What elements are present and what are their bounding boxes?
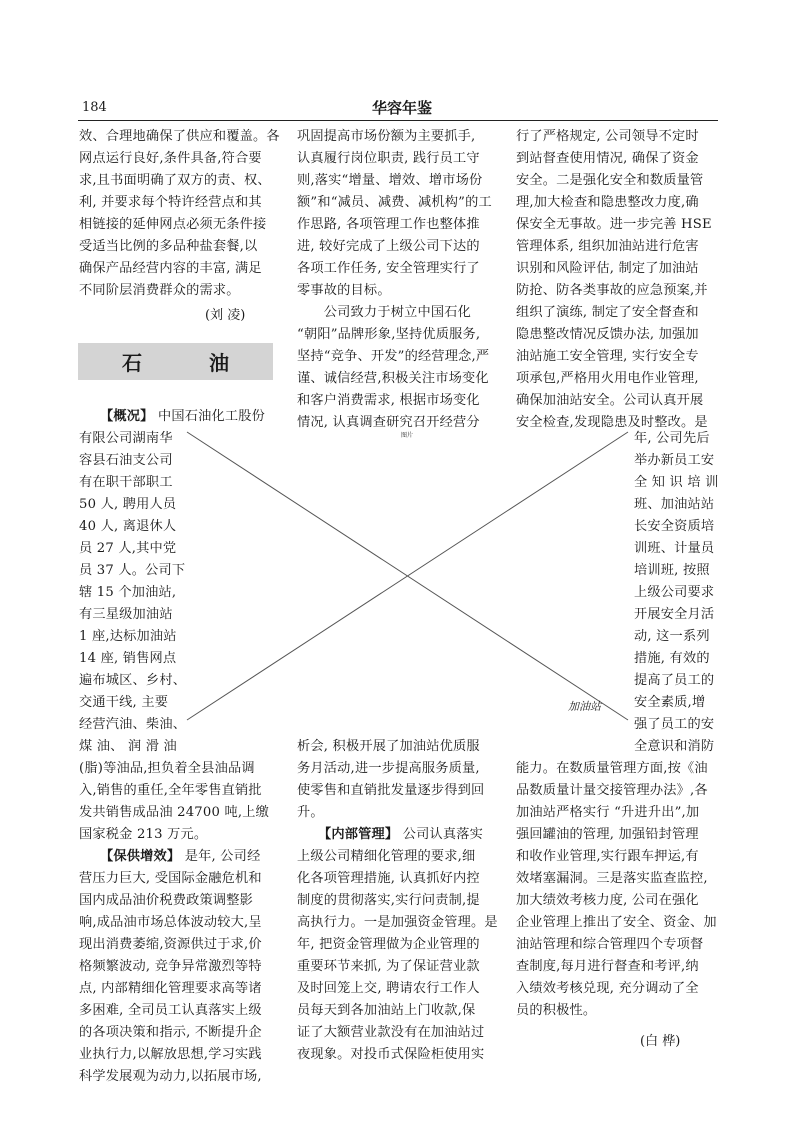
text-line: 和客户消费需求, 根据市场变化: [297, 393, 480, 408]
text-line: 务月活动,进一步提高服务质量,: [297, 761, 480, 776]
text-line: 相链接的延伸网点必须无条件接: [79, 217, 267, 232]
text-line: 品数质量计量交接管理办法》,各: [516, 783, 708, 798]
text-line: 受适当比例的多品种盐套餐,以: [79, 239, 258, 254]
text-line: 管理体系, 组织加油站进行危害: [516, 239, 699, 254]
text-line: 入绩效考核兑现, 充分调动了全: [516, 981, 699, 996]
text-line: 企业管理上推出了安全、资金、加: [516, 915, 717, 930]
text-line: 入,销售的重任,全年零售直销批: [79, 783, 262, 798]
text-line: 长安全资质培: [634, 519, 715, 534]
text-line: 油站管理和综合管理四个专项督: [516, 937, 704, 952]
text-line: 有限公司湖南华: [79, 431, 173, 446]
text-line: 年, 公司先后: [634, 431, 710, 446]
text-line: 交通干线, 主要: [79, 695, 169, 710]
text-line: 煤 油、 润 滑 油: [79, 739, 177, 754]
text-line: 网点运行良好,条件具备,符合要: [79, 151, 262, 166]
text-line: 效、合理地确保了供应和覆盖。各: [79, 129, 280, 144]
text-line: 制度的贯彻落实,实行问责制,提: [297, 893, 480, 908]
text-line: 点, 内部精细化管理要求高等诸: [79, 981, 262, 996]
text-line: 防抢、防各类事故的应急预案,并: [516, 283, 708, 298]
text-line: 项承包,严格用火用电作业管理,: [516, 371, 699, 386]
text-line: 升。: [297, 805, 324, 820]
text-line: 各项工作任务, 安全管理实行了: [297, 261, 480, 276]
text-line: 行了严格规定, 公司领导不定时: [516, 129, 699, 144]
text-line: 化各项管理措施, 认真抓好内控: [297, 871, 480, 886]
text-line: 利, 并要求每个特许经营点和其: [79, 195, 262, 210]
text-line: 员 37 人。公司下: [79, 563, 186, 578]
text-line: 确保加油站安全。公司认真开展: [516, 393, 704, 408]
text-line: 有三星级加油站: [79, 607, 173, 622]
text-line: (脂)等油品,担负着全县油品调: [79, 761, 255, 776]
text-line: 情况, 认真调查研究召开经营分: [297, 415, 480, 430]
text-line: 识别和风险评估, 制定了加油站: [516, 261, 699, 276]
text-line: 措施, 有效的: [634, 651, 710, 666]
text-line: 重要环节来抓, 为了保证营业款: [297, 959, 480, 974]
text-line: 训班、计量员: [634, 541, 715, 556]
text-line: 开展安全月活: [634, 607, 715, 622]
text-line: 上级公司要求: [634, 585, 715, 600]
text-line: 发共销售成品油 24700 吨,上缴: [79, 805, 270, 820]
text-line: 保安全无事故。进一步完善 HSE: [516, 217, 712, 232]
text-line: 加大绩效考核力度, 公司在强化: [516, 893, 699, 908]
text-line: 安全检查,发现隐患及时整改。是: [516, 415, 708, 430]
text-line: 谨、诚信经营,积极关注市场变化: [297, 371, 489, 386]
text-line: 则,落实“增量、增效、增市场份: [297, 173, 483, 188]
text-line: 组织了演练, 制定了安全督查和: [516, 305, 699, 320]
signature: (刘 凌): [205, 308, 246, 323]
benefit-label: 【保供增效】: [100, 849, 181, 864]
text-line: 员每天到各加油站上门收款,保: [297, 1003, 476, 1018]
text-line: 高执行力。一是加强资金管理。是: [297, 915, 498, 930]
text-line: 及时回笼上交, 聘请农行工作人: [297, 981, 480, 996]
text-line: 格频繁波动, 竞争异常激烈等特: [79, 959, 262, 974]
text-line: 提高了员工的: [634, 673, 715, 688]
text-line: 业执行力,以解放思想,学习实践: [79, 1047, 262, 1062]
overview-first: 中国石油化工股份: [157, 409, 266, 424]
text-line: 培训班, 按照: [634, 563, 710, 578]
text-line: 动, 这一系列: [634, 629, 710, 644]
text-line: 油站施工安全管理, 实行安全专: [516, 349, 699, 364]
management-label: 【内部管理】: [318, 827, 399, 842]
text-line: 证了大额营业款没有在加油站过: [297, 1025, 485, 1040]
text-line: 遍布城区、乡村、: [79, 673, 187, 688]
benefit-first: 是年, 公司经: [184, 849, 261, 864]
text-line: 效堵塞漏洞。三是落实监查监控,: [516, 871, 708, 886]
text-line: 安全。二是强化安全和数质量管: [516, 173, 704, 188]
text-line: 查制度,每月进行督查和考评,纳: [516, 959, 699, 974]
text-line: 巩固提高市场份额为主要抓手,: [297, 129, 476, 144]
text-line: 到站督查使用情况, 确保了资金: [516, 151, 699, 166]
section-title: 石 油: [122, 351, 259, 375]
text-line: 公司致力于树立中国石化: [297, 305, 472, 320]
text-line: 容县石油支公司: [79, 453, 173, 468]
photo-caption: 加油站: [568, 700, 601, 713]
text-line: 作思路, 各项管理工作也整体推: [297, 217, 480, 232]
signature: (白 桦): [640, 1034, 681, 1049]
book-title: 华容年鉴: [372, 99, 433, 117]
text-line: 全意识和消防: [634, 739, 715, 754]
page-number: 184: [82, 100, 107, 115]
text-line: 析会, 积极开展了加油站优质服: [297, 739, 480, 754]
text-line: 求,且书面明确了双方的责、权、: [79, 173, 271, 188]
text-line: “朝阳”品牌形象,坚持优质服务,: [297, 327, 481, 342]
text-line: 员 27 人,其中党: [79, 541, 177, 556]
text-line: 加油站严格实行 “升进升出”,加: [516, 805, 700, 820]
text-line: 国内成品油价税费政策调整影: [79, 893, 254, 908]
text-line: 不同阶层消费群众的需求。: [79, 283, 240, 298]
photo-placeholder-label: 图片: [401, 432, 414, 439]
text-line: 14 座, 销售网点: [79, 651, 177, 666]
text-line: 科学发展观为动力,以拓展市场,: [79, 1069, 262, 1084]
text-line: 进, 较好完成了上级公司下达的: [297, 239, 480, 254]
management-first: 公司认真落实: [402, 827, 484, 842]
text-line: 多困难, 全司员工认真落实上级: [79, 1003, 262, 1018]
text-line: 强了员工的安: [634, 717, 715, 732]
text-line: 年, 把资金管理做为企业管理的: [297, 937, 480, 952]
text-line: 强回罐油的管理, 加强铅封管理: [516, 827, 699, 842]
text-line: 上级公司精细化管理的要求,细: [297, 849, 476, 864]
text-line: 1 座,达标加油站: [79, 629, 177, 644]
text-line: 辖 15 个加油站,: [79, 585, 177, 600]
text-line: 响,成品油市场总体波动较大,呈: [79, 915, 262, 930]
text-line: 全 知 识 培 训: [634, 475, 719, 490]
text-line: 举办新员工安: [634, 453, 715, 468]
text-line: 零事故的目标。: [297, 283, 391, 298]
text-line: 隐患整改情况反馈办法, 加强加: [516, 327, 699, 342]
text-line: 50 人, 聘用人员: [79, 497, 177, 512]
text-line: 40 人, 离退休人: [79, 519, 177, 534]
text-line: 认真履行岗位职责, 践行员工守: [297, 151, 480, 166]
overview-label: 【概况】: [100, 409, 154, 424]
text-line: 理,加大检查和隐患整改力度,确: [516, 195, 699, 210]
text-line: 安全素质,增: [634, 695, 706, 710]
text-line: 夜现象。对投币式保险柜使用实: [297, 1047, 485, 1062]
text-line: 的各项决策和指示, 不断提升企: [79, 1025, 262, 1040]
text-line: 额”和“减员、减费、减机构”的工: [297, 195, 492, 210]
text-line: 经营汽油、柴油、: [79, 717, 187, 732]
text-line: 确保产品经营内容的丰富, 满足: [79, 261, 262, 276]
text-line: 坚持“竞争、开发”的经营理念,严: [297, 349, 490, 364]
text-line: 现出消费萎缩,资源供过于求,价: [79, 937, 262, 952]
text-line: 员的积极性。: [516, 1003, 597, 1018]
text-line: 能力。在数质量管理方面,按《油: [516, 761, 708, 776]
text-line: 班、加油站站: [634, 497, 715, 512]
text-line: 使零售和直销批发量逐步得到回: [297, 783, 485, 798]
text-line: 营压力巨大, 受国际金融危机和: [79, 871, 262, 886]
text-line: 和收作业管理,实行跟车押运,有: [516, 849, 699, 864]
text-line: 国家税金 213 万元。: [79, 827, 208, 842]
text-line: 有在职干部职工: [79, 475, 173, 490]
